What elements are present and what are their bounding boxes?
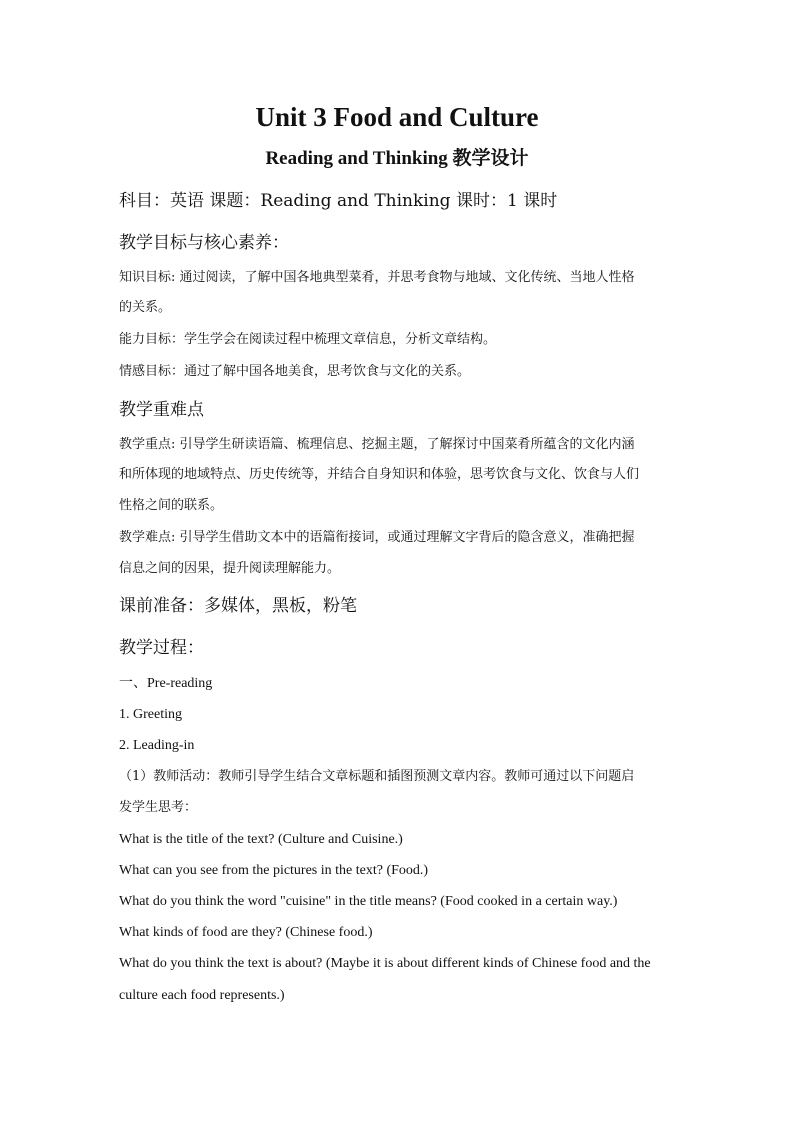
difficulty-line-1: 教学难点: 引导学生借助文本中的语篇衔接词，或通过理解文字背后的隐含意义，准确把握	[119, 530, 635, 545]
question-5-line-1: What do you think the text is about? (Maybe it is about different kinds of Chinese food and the	[119, 956, 651, 971]
question-1: What is the title of the text? (Culture and Cuisine.)	[119, 832, 403, 847]
objectives-heading: 教学目标与核心素养：	[119, 233, 289, 253]
document-subtitle: Reading and Thinking 教学设计	[265, 148, 529, 169]
key-points-heading: 教学重难点	[119, 400, 204, 420]
knowledge-goal-line-2: 的关系。	[119, 300, 172, 315]
teacher-activity-line-2: 发学生思考：	[119, 800, 198, 815]
step-greeting: 1. Greeting	[119, 707, 182, 722]
difficulty-line-2: 信息之间的因果，提升阅读理解能力。	[119, 561, 341, 576]
document-title: Unit 3 Food and Culture	[255, 102, 539, 132]
preparation-line: 课前准备：多媒体，黑板，粉笔	[119, 596, 357, 616]
question-4: What kinds of food are they? (Chinese food.)	[119, 925, 373, 940]
question-5-line-2: culture each food represents.)	[119, 988, 285, 1003]
meta-line: 科目：英语 课题：Reading and Thinking 课时：1 课时	[119, 191, 558, 211]
emotion-goal: 情感目标：通过了解中国各地美食，思考饮食与文化的关系。	[119, 364, 471, 379]
ability-goal: 能力目标：学生学会在阅读过程中梳理文章信息，分析文章结构。	[119, 332, 497, 347]
key-point-line-3: 性格之间的联系。	[119, 498, 224, 513]
teacher-activity-line-1: （1）教师活动：教师引导学生结合文章标题和插图预测文章内容。教师可通过以下问题启	[119, 769, 635, 784]
process-heading: 教学过程：	[119, 638, 204, 658]
question-2: What can you see from the pictures in the text? (Food.)	[119, 863, 429, 878]
knowledge-goal-line-1: 知识目标: 通过阅读，了解中国各地典型菜肴，并思考食物与地域、文化传统、当地人性格	[119, 270, 635, 285]
section-pre-reading: 一、Pre-reading	[119, 676, 213, 691]
question-3: What do you think the word "cuisine" in the title means? (Food cooked in a certain way.)	[119, 894, 618, 909]
key-point-line-2: 和所体现的地域特点、历史传统等，并结合自身知识和体验，思考饮食与文化、饮食与人们	[119, 467, 640, 482]
step-leading-in: 2. Leading-in	[119, 738, 195, 753]
key-point-line-1: 教学重点: 引导学生研读语篇、梳理信息、挖掘主题，了解探讨中国菜肴所蕴含的文化内涵	[119, 437, 635, 452]
